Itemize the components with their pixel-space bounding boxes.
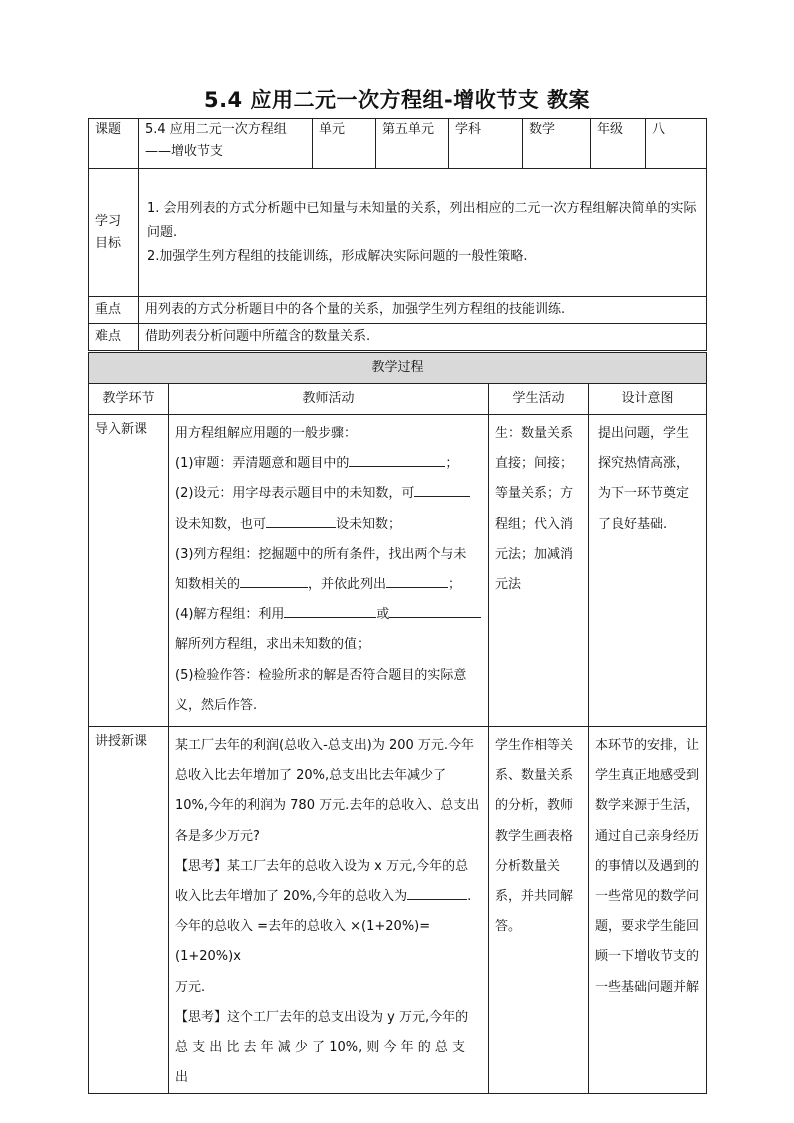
intro-line: (2)设元：用字母表示题目中的未知数，可	[175, 479, 482, 509]
key-point-label: 重点	[89, 297, 139, 324]
intro-line: 义，然后作答.	[175, 697, 258, 713]
new-line: 今年的总收入 =去年的总收入 ×(1+20%)=(1+20%)x	[175, 919, 431, 965]
goal-1: 1. 会用列表的方式分析题中已知量与未知量的关系，列出相应的二元一次方程组解决简单的实际问题.	[147, 200, 697, 240]
goals-text	[139, 169, 707, 297]
grade-value: 八	[646, 119, 707, 169]
difficulty-text: 借助列表分析问题中所蕴含的数量关系.	[139, 324, 707, 351]
new-line: 总收入比去年增加了 20%,总支出比去年减少了	[175, 768, 447, 784]
new-line: 各是多少万元?	[175, 828, 260, 844]
new-teacher	[169, 727, 489, 1094]
key-point-text: 用列表的方式分析题目中的各个量的关系，加强学生列方程组的技能训练.	[139, 297, 707, 324]
col-intent: 设计意图	[589, 384, 707, 415]
intro-line: (3)列方程组：挖掘题中的所有条件，找出两个与未	[175, 546, 467, 562]
intro-stage: 导入新课	[89, 415, 169, 727]
goal-2: 2.加强学生列方程组的技能训练，形成解决实际问题的一般性策略.	[147, 248, 528, 264]
col-teacher: 教师活动	[169, 384, 489, 415]
new-line: 某工厂去年的利润(总收入-总支出)为 200 万元.今年	[175, 738, 475, 753]
new-student: 学生作相等关系、数量关系的分析，教师教学生画表格分析数量关系，并共同解答。	[489, 727, 589, 1094]
intro-line: 知数相关的 ，并依此列出 ；	[175, 570, 482, 600]
new-line: 10%,今年的利润为 780 万元.去年的总收入、总支出	[175, 798, 480, 814]
intro-line: 设未知数，也可 设未知数；	[175, 510, 482, 540]
info-table	[88, 118, 707, 351]
process-table	[88, 352, 707, 1094]
fill-blank	[407, 885, 467, 900]
goals-label: 学习目标	[89, 169, 139, 297]
fill-blank	[389, 603, 481, 618]
new-line: 总 支 出 比 去 年 减 少 了 10%, 则 今 年 的 总 支 出	[175, 1040, 466, 1086]
new-stage: 讲授新课	[89, 727, 169, 1094]
course-label: 课题	[89, 119, 139, 169]
course-value: 5.4 应用二元一次方程组——增收节支	[139, 119, 313, 169]
col-stage: 教学环节	[89, 384, 169, 415]
subject-value: 数学	[523, 119, 591, 169]
unit-label: 单元	[313, 119, 376, 169]
subject-label: 学科	[449, 119, 523, 169]
fill-blank	[240, 573, 308, 588]
unit-value: 第五单元	[376, 119, 449, 169]
fill-blank	[349, 452, 445, 467]
process-header: 教学过程	[89, 353, 707, 384]
new-line: 收入比去年增加了 20%,今年的总收入为 .	[175, 882, 482, 912]
intro-teacher	[169, 415, 489, 727]
difficulty-label: 难点	[89, 324, 139, 351]
intro-line: 解所列方程组，求出未知数的值；	[175, 637, 371, 653]
col-student: 学生活动	[489, 384, 589, 415]
new-intent: 本环节的安排，让学生真正地感受到数学来源于生活，通过自己亲身经历的事情以及遇到的一些常见的数学问题，要求学生能回顾一下增收节支的一些基础问题并解	[589, 727, 707, 1094]
intro-line: 用方程组解应用题的一般步骤：	[175, 426, 358, 441]
intro-line: (1)审题：弄清题意和题目中的 ；	[175, 449, 482, 479]
intro-line: (4)解方程组：利用 或	[175, 600, 482, 630]
new-line: 【思考】这个工厂去年的总支出设为 y 万元,今年的	[175, 1009, 469, 1025]
fill-blank	[284, 603, 376, 618]
intro-intent: 提出问题，学生探究热情高涨，为下一环节奠定了良好基础.	[589, 415, 707, 727]
fill-blank	[414, 482, 470, 497]
intro-line: (5)检验作答：检验所求的解是否符合题目的实际意	[175, 667, 467, 683]
grade-label: 年级	[591, 119, 646, 169]
new-line: 万元.	[175, 979, 206, 995]
intro-student: 生：数量关系直接；间接；等量关系；方程组；代入消元法；加减消元法	[489, 415, 589, 727]
document-title: 5.4 应用二元一次方程组-增收节支 教案	[203, 88, 591, 112]
new-line: 【思考】某工厂去年的总收入设为 x 万元,今年的总	[175, 858, 469, 874]
fill-blank	[386, 573, 448, 588]
fill-blank	[266, 513, 336, 528]
